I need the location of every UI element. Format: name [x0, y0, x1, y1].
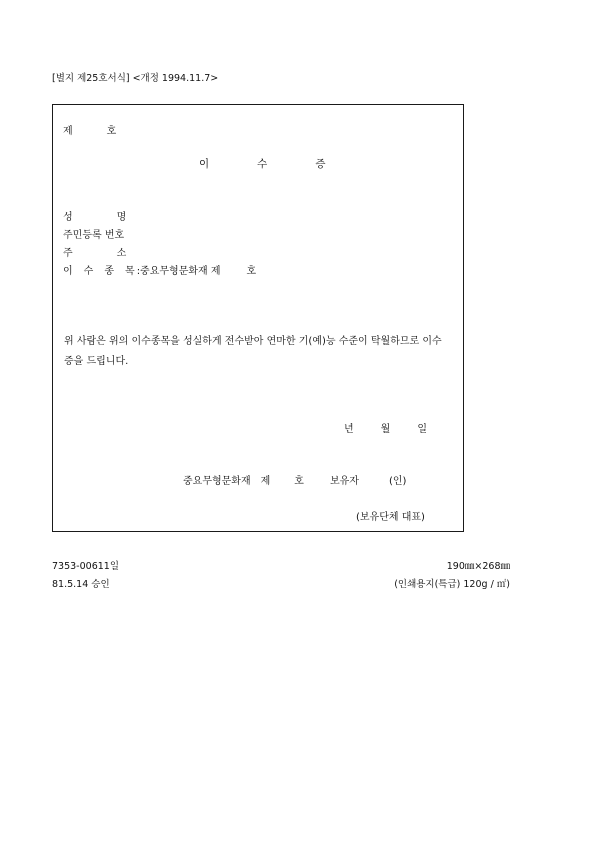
subject-key-3: 종	[104, 266, 115, 277]
holder-label: 보유자	[329, 476, 359, 487]
footer-paper: (인쇄용지(특급) 120g / ㎡)	[394, 579, 510, 590]
field-resident-number	[63, 226, 124, 241]
date-month: 월	[380, 424, 391, 435]
subject-suffix: 호	[246, 266, 257, 277]
field-name-a: 성	[63, 212, 73, 223]
subject-value: :중요무형문화재 제	[136, 266, 221, 277]
certificate-body: 위 사람은 위의 이수종목을 성실하게 전수받아 연마한 기(예)능 수준이 탁월하므로 이수증을 드립니다.	[64, 336, 442, 367]
date-year: 년	[344, 424, 354, 435]
footer-approval: 81.5.14 승인	[52, 579, 110, 590]
title-char-1: 이	[199, 158, 210, 170]
form-label: [별지 제25호서식]	[52, 73, 130, 84]
holder-prefix: 중요무형문화재	[183, 476, 251, 487]
field-name-b: 명	[116, 212, 127, 223]
number-label: 제	[63, 126, 73, 137]
subject-key-2: 수	[83, 266, 94, 277]
holder-seal: (인)	[388, 476, 407, 487]
subject-key-4: 목	[125, 266, 135, 277]
title-char-2: 수	[257, 158, 268, 170]
number-suffix: 호	[106, 126, 117, 137]
subject-key-1: 이	[63, 266, 73, 277]
field-addr-b: 소	[116, 248, 127, 259]
date-day: 일	[417, 424, 428, 435]
holder-ho: 호	[294, 476, 304, 487]
holder-no: 제	[260, 476, 271, 487]
issue-date	[344, 420, 427, 435]
subject-key	[63, 266, 137, 277]
field-rrn-label: 주민등록 번호	[63, 230, 125, 241]
certificate-title	[199, 156, 325, 171]
representative-line: (보유단체 대표)	[356, 512, 425, 523]
field-name	[63, 208, 126, 223]
field-address	[63, 244, 126, 259]
title-char-3: 증	[315, 158, 326, 170]
footer-size: 190㎜×268㎜	[446, 561, 510, 572]
field-addr-a: 주	[63, 248, 73, 259]
certificate-number	[63, 122, 116, 137]
form-header	[52, 70, 218, 84]
footer-code: 7353-00611일	[52, 561, 120, 572]
holder-signature-line	[183, 472, 406, 487]
field-subject	[63, 262, 256, 277]
revision-note: <개정 1994.11.7>	[132, 73, 219, 84]
